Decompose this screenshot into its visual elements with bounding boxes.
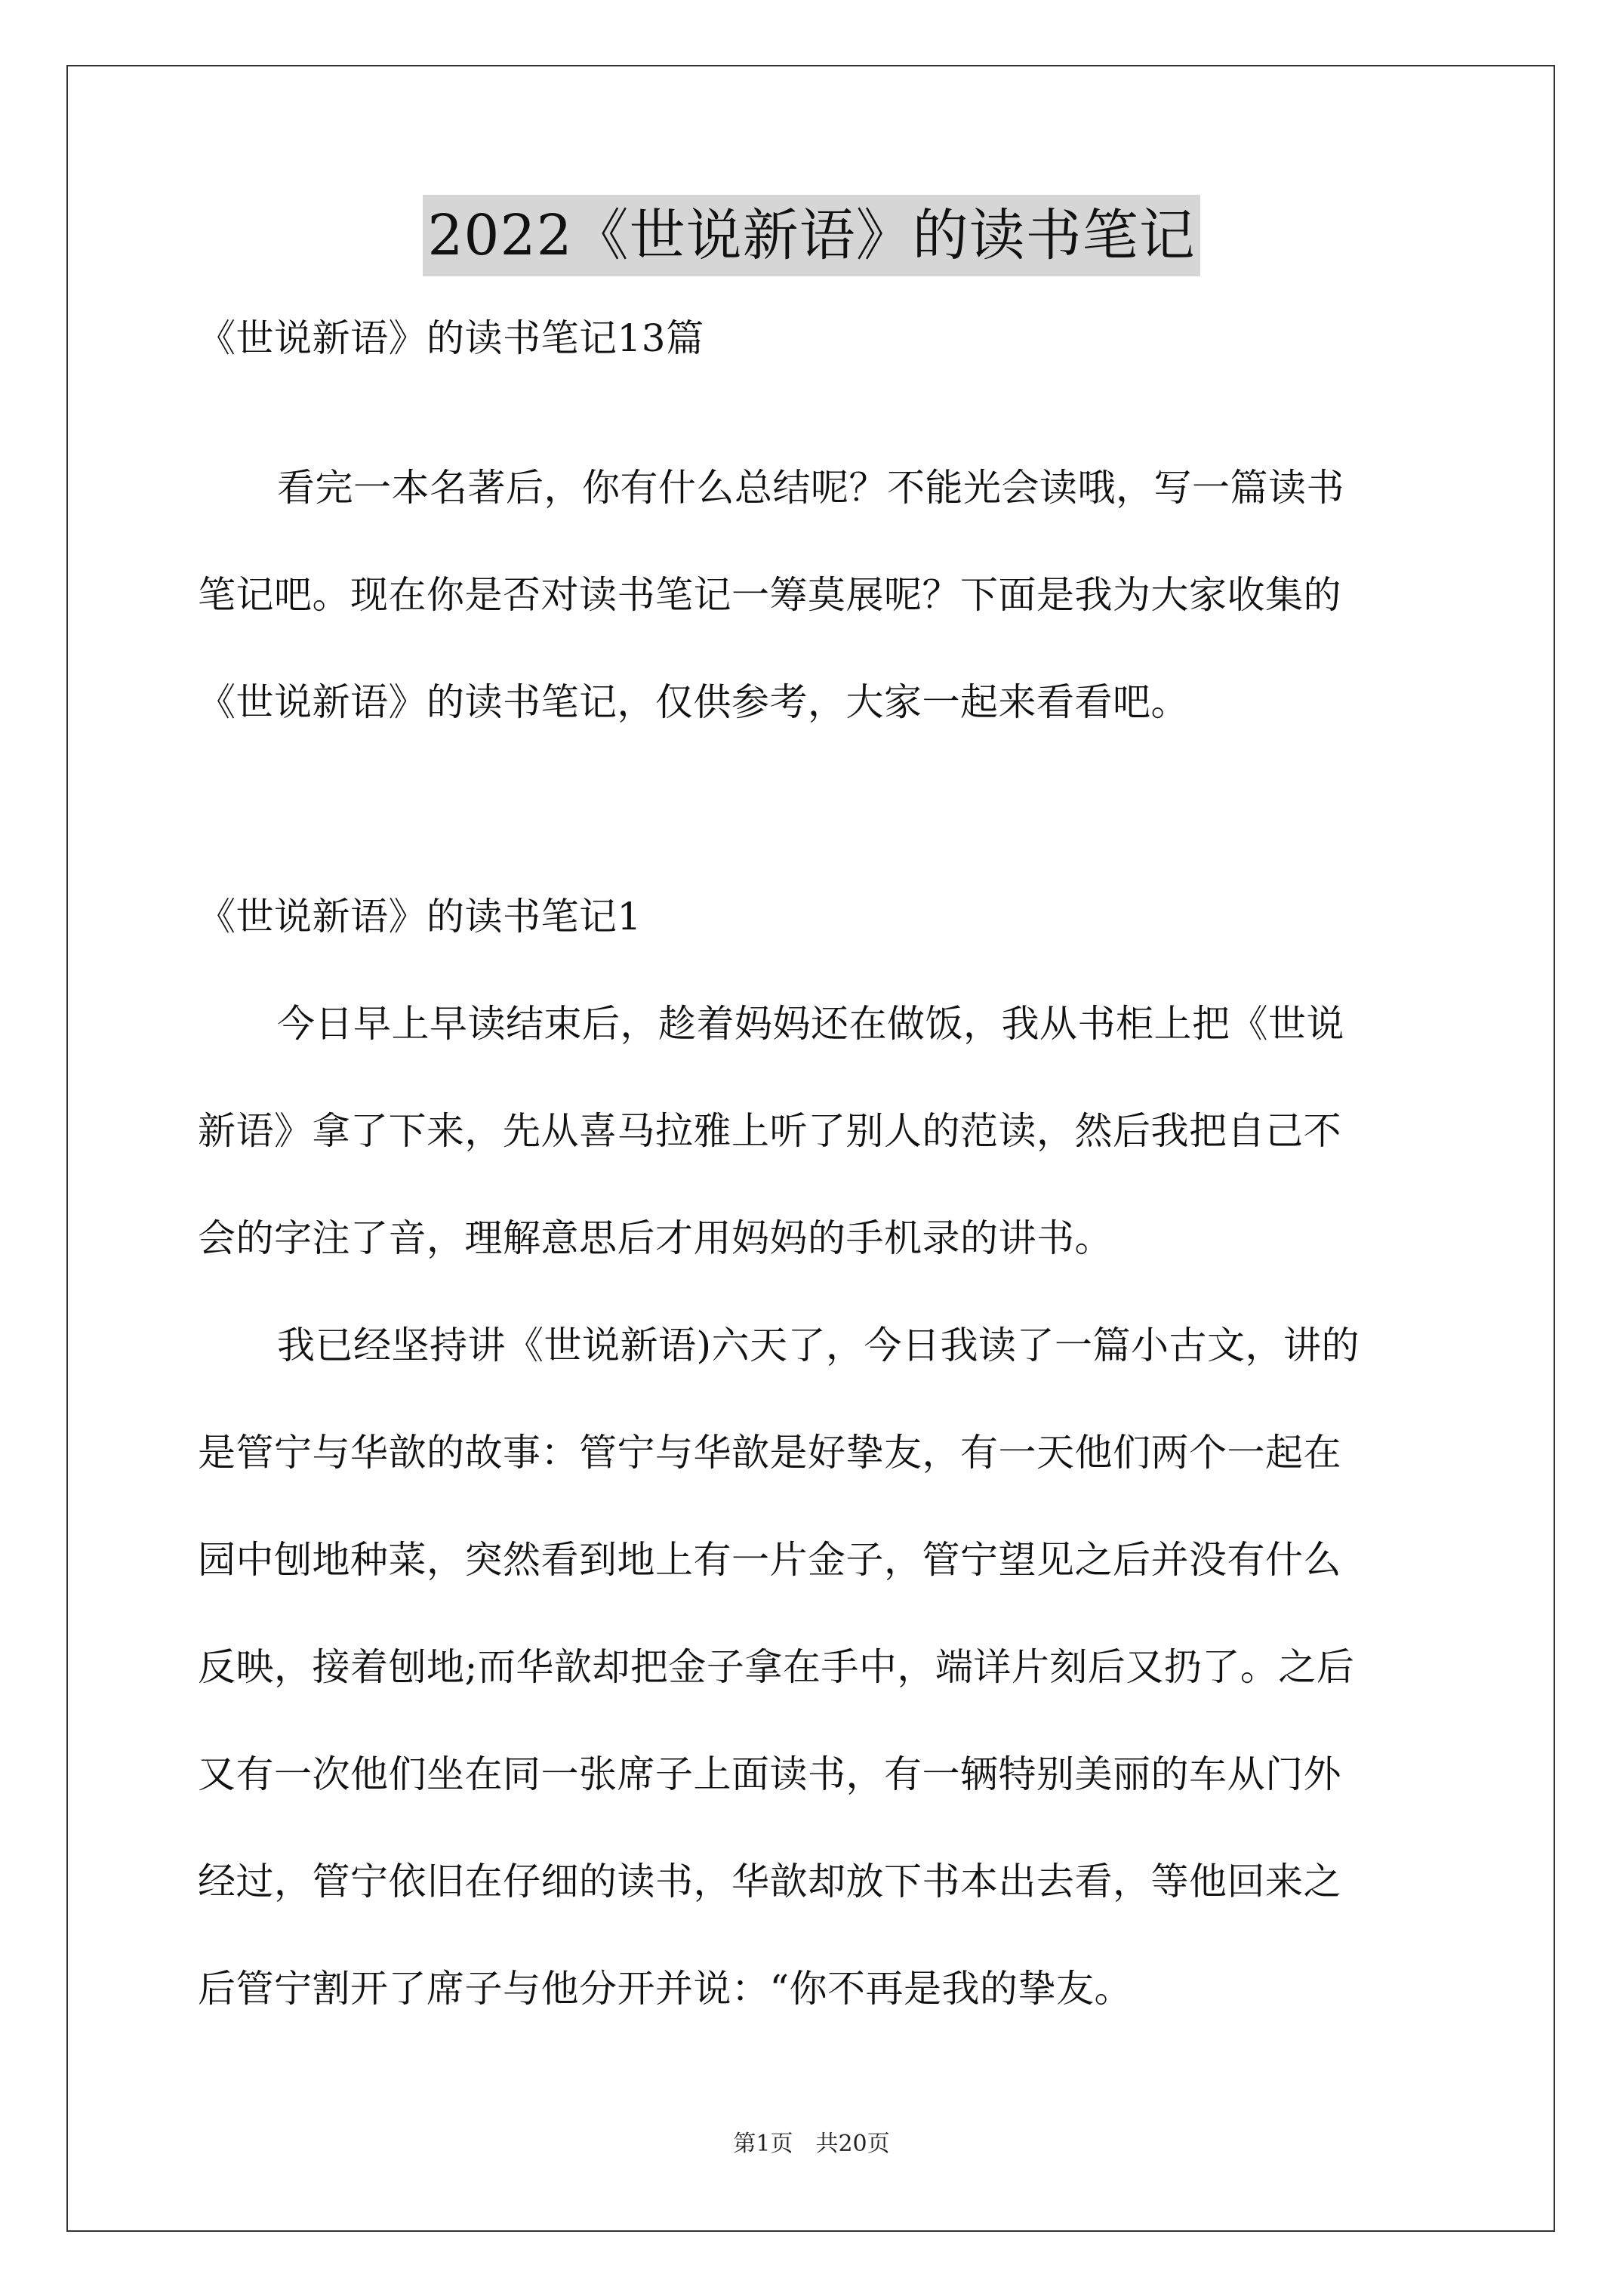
paragraph2-line-4: 反映，接着刨地;而华歆却把金子拿在手中，端详片刻后又扔了。之后 [198,1645,1355,1689]
document-subtitle: 《世说新语》的读书笔记13篇 [198,316,704,360]
document-title: 2022《世说新语》的读书笔记 [423,195,1200,276]
paragraph1-line-2: 新语》拿了下来，先从喜马拉雅上听了别人的范读，然后我把自己不 [198,1109,1341,1153]
paragraph2-line-7: 后管宁割开了席子与他分开并说：“你不再是我的挚友。 [198,1967,1133,2011]
paragraph2-line-5: 又有一次他们坐在同一张席子上面读书，有一辆特别美丽的车从门外 [198,1752,1341,1796]
paragraph1-line-1: 今日早上早读结束后，趁着妈妈还在做饭，我从书柜上把《世说 [277,1002,1344,1046]
page-number-footer: 第1页 共20页 [733,2131,890,2157]
paragraph2-line-2: 是管宁与华歆的故事：管宁与华歆是好挚友，有一天他们两个一起在 [198,1431,1341,1475]
title-container [0,195,1623,276]
paragraph2-line-3: 园中刨地种菜，突然看到地上有一片金子，管宁望见之后并没有什么 [198,1538,1341,1582]
paragraph2-line-1: 我已经坚持讲《世说新语)六天了，今日我读了一篇小古文，讲的 [277,1324,1360,1367]
paragraph1-line-3: 会的字注了音，理解意思后才用妈妈的手机录的讲书。 [198,1216,1113,1260]
section-heading: 《世说新语》的读书笔记1 [198,895,642,938]
paragraph2-line-6: 经过，管宁依旧在仔细的读书，华歆却放下书本出去看，等他回来之 [198,1860,1341,1903]
intro-line-2: 笔记吧。现在你是否对读书笔记一筹莫展呢？下面是我为大家收集的 [198,573,1341,617]
intro-line-1: 看完一本名著后，你有什么总结呢？不能光会读哦，写一篇读书 [277,466,1344,510]
intro-line-3: 《世说新语》的读书笔记，仅供参考，大家一起来看看吧。 [198,680,1189,724]
